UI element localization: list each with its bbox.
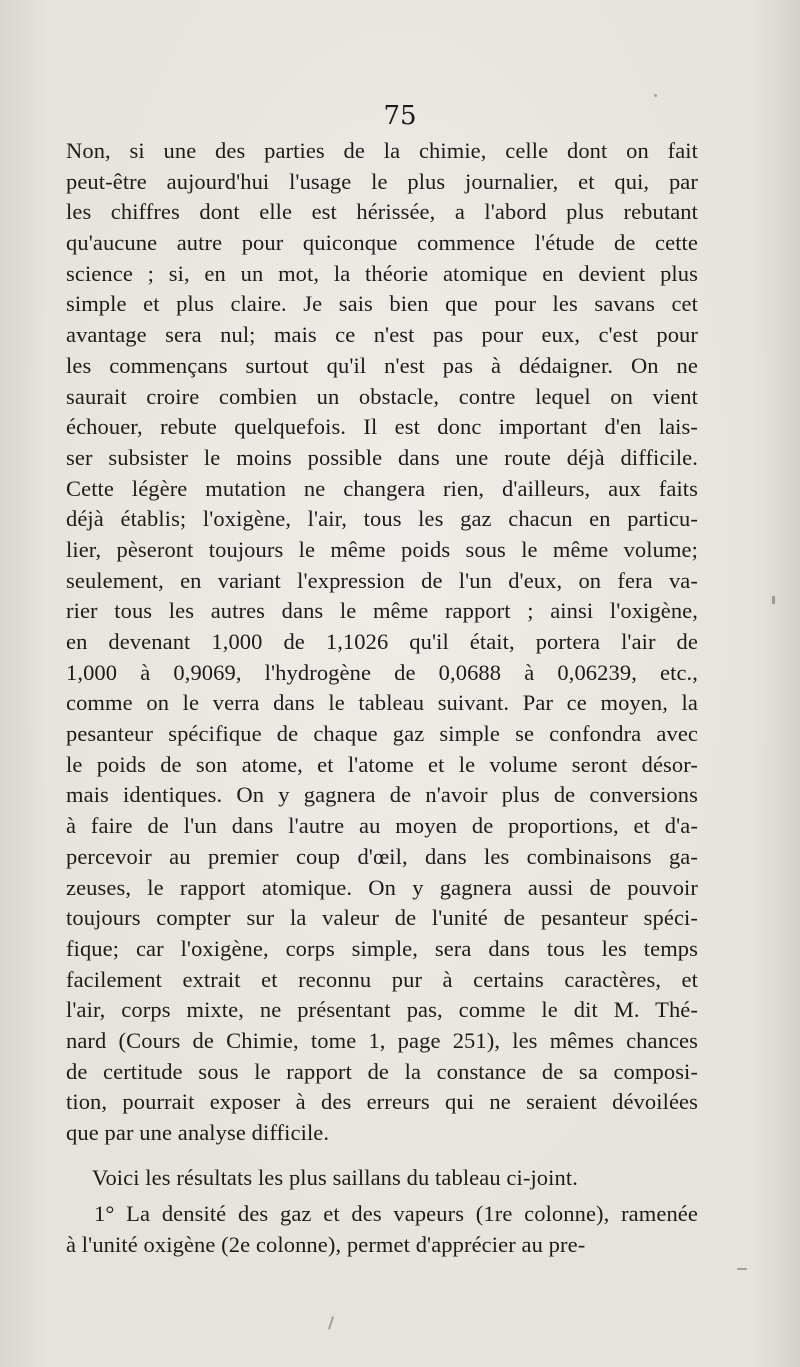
text-line: pesanteur spécifique de chaque gaz simple se confondra avec [66,721,698,747]
text-line: Non, si une des parties de la chimie, celle dont on fait [66,138,698,163]
text-line: comme on le verra dans le tableau suivant. Par ce moyen, la [66,690,698,716]
text-line: facilement extrait et reconnu pur à certains caractères, et [66,966,698,992]
text-line: déjà établis; l'oxigène, l'air, tous les gaz chacun en particu- [66,506,698,532]
text-line: avantage sera nul; mais ce n'est pas pour eux, c'est pour [66,322,698,348]
page-number: 75 [383,101,417,131]
text-line: que par une analyse difficile. [66,1120,330,1145]
text-line: les chiffres dont elle est hérissée, a l'abord plus rebutant [66,199,698,225]
text-line: saurait croire combien un obstacle, contre lequel on vient [66,383,698,409]
text-line: tion, pourrait exposer à des erreurs qui ne seraient dévoilées [66,1089,698,1115]
paper-speck [328,1316,334,1330]
text-line: percevoir au premier coup d'œil, dans les combinaisons ga- [66,843,698,869]
text-line: qu'aucune autre pour quiconque commence l'étude de cette [66,230,698,256]
paragraph-1 [66,136,698,1149]
text-line: le poids de son atome, et l'atome et le volume seront désor- [66,751,698,777]
text-line: à faire de l'un dans l'autre au moyen de proportions, et d'a- [66,813,698,839]
text-line: Cette légère mutation ne changera rien, d'ailleurs, aux faits [66,475,698,501]
text-line: lier, pèseront toujours le même poids sous le même volume; [66,536,698,562]
body-text [66,136,698,1261]
text-line: l'air, corps mixte, ne présentant pas, comme le dit M. Thé- [66,997,698,1023]
text-line: simple et plus claire. Je sais bien que pour les savans cet [66,291,698,317]
paper-speck [654,94,657,97]
text-line: ser subsister le moins possible dans une route déjà difficile. [66,444,698,470]
text-line: rier tous les autres dans le même rapport ; ainsi l'oxigène, [66,598,698,624]
text-line: échouer, rebute quelquefois. Il est donc important d'en lais- [66,414,698,440]
text-line: 1,000 à 0,9069, l'hydrogène de 0,0688 à 0,06239, etc., [66,659,698,685]
paragraph-2: Voici les résultats les plus saillans du tableau ci-joint. [92,1164,578,1190]
text-line: zeuses, le rapport atomique. On y gagnera aussi de pouvoir [66,874,698,900]
text-line: nard (Cours de Chimie, tome 1, page 251), les mêmes chances [66,1027,698,1053]
paragraph-gap [66,1149,698,1163]
text-line: mais identiques. On y gagnera de n'avoir plus de conversions [66,782,698,808]
text-line: science ; si, en un mot, la théorie atomique en devient plus [66,260,698,286]
text-line: peut-être aujourd'hui l'usage le plus journalier, et qui, par [66,168,698,194]
text-line: fique; car l'oxigène, corps simple, sera dans tous les temps [66,935,698,961]
paragraph-3 [66,1199,698,1260]
paper-speck [772,596,775,604]
text-line: de certitude sous le rapport de la constance de sa composi- [66,1058,698,1084]
text-line: toujours compter sur la valeur de l'unité de pesanteur spéci- [66,905,698,931]
text-line: 1° La densité des gaz et des vapeurs (1re colonne), ramenée [94,1201,698,1227]
text-line: en devenant 1,000 de 1,1026 qu'il était, portera l'air de [66,629,698,654]
text-line: seulement, en variant l'expression de l'un d'eux, on fera va- [66,567,698,593]
text-line: les commençans surtout qu'il n'est pas à dédaigner. On ne [66,352,698,378]
text-line: à l'unité oxigène (2e colonne), permet d'apprécier au pre- [66,1232,586,1258]
paper-speck [737,1268,747,1270]
